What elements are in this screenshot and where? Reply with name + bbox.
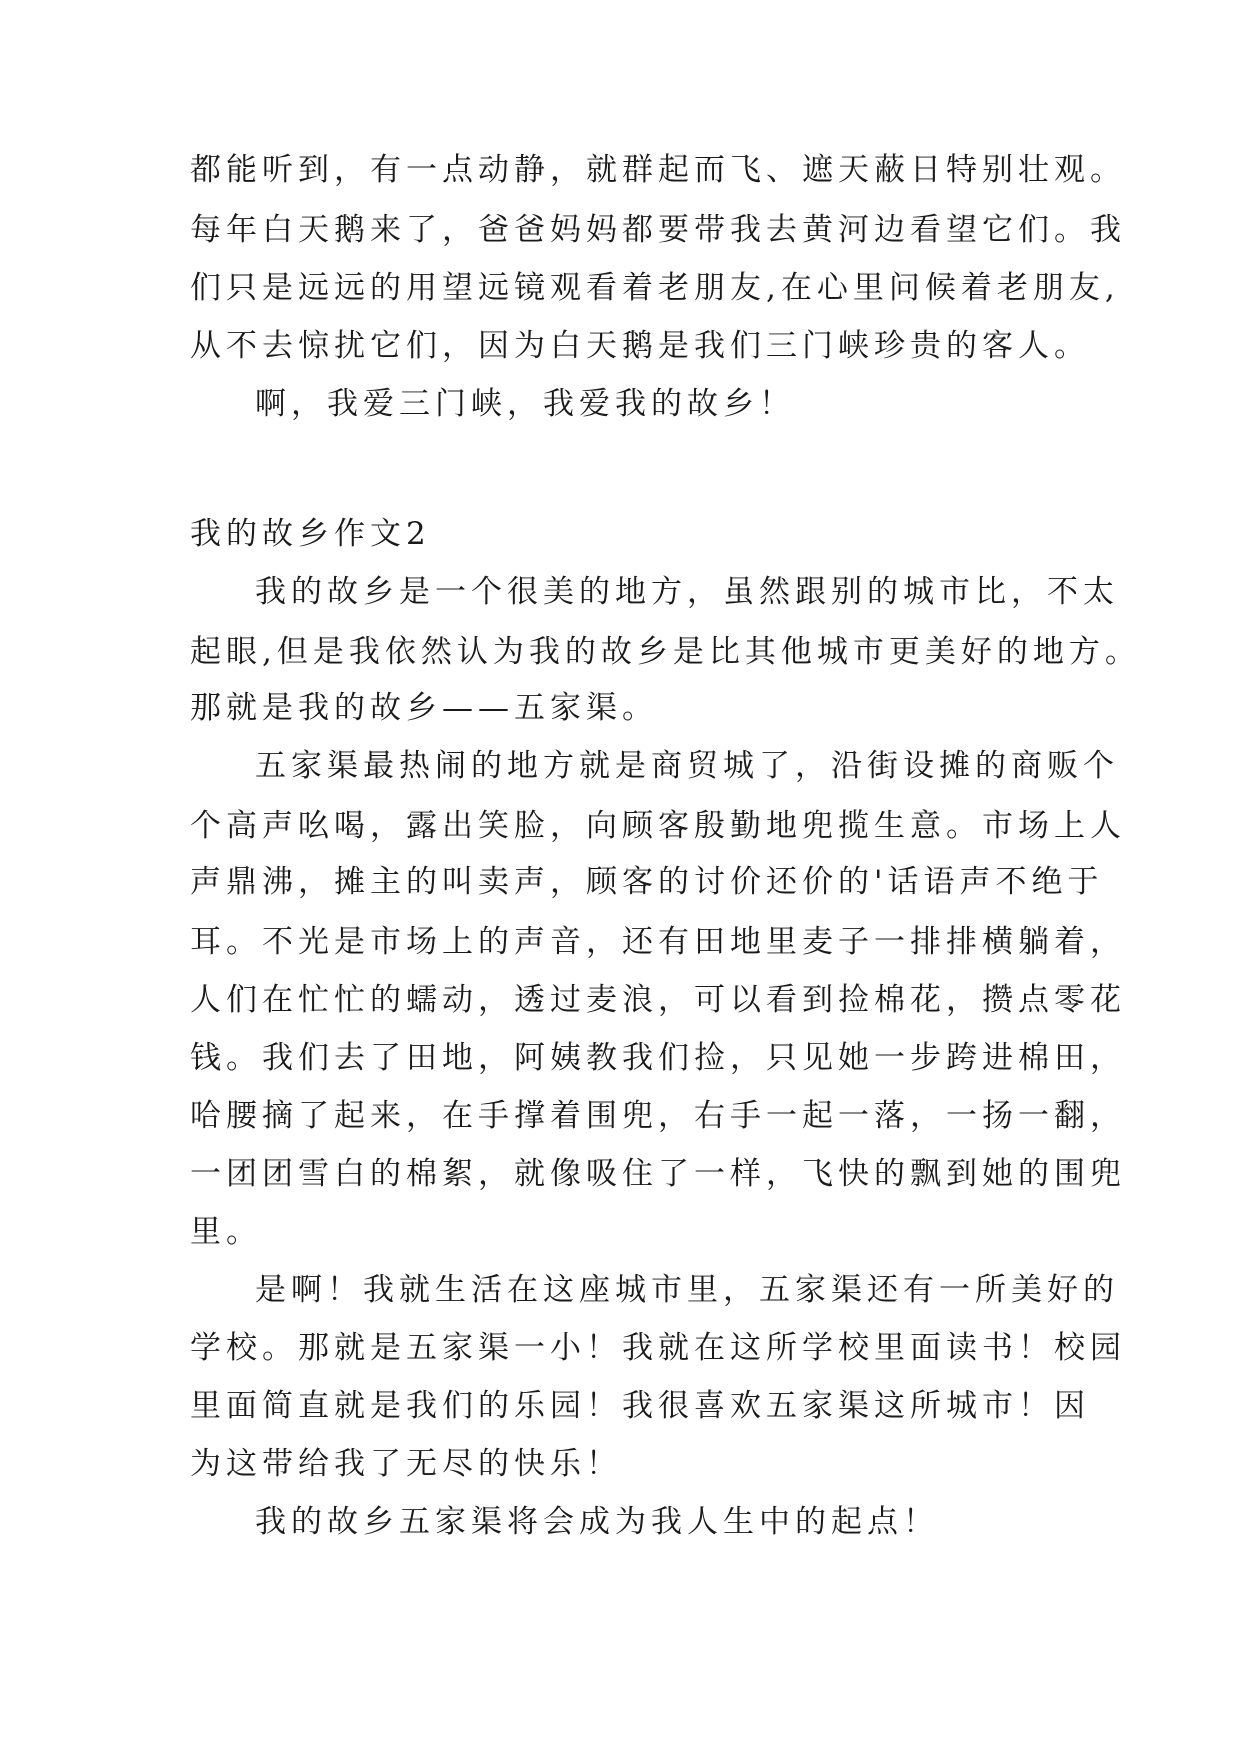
- section-heading: 我的故乡作文2: [190, 516, 431, 552]
- text-line: 都能听到，有一点动静，就群起而飞、遮天蔽日特别壮观。: [190, 152, 1126, 188]
- text-line: 个高声吆喝，露出笑脸，向顾客殷勤地兜揽生意。市场上人: [190, 808, 1126, 844]
- text-line: 我的故乡是一个很美的地方，虽然跟别的城市比，不太: [255, 574, 1119, 610]
- text-line: 啊，我爱三门峡，我爱我的故乡！: [255, 386, 795, 422]
- text-line: 五家渠最热闹的地方就是商贸城了，沿街设摊的商贩个: [255, 748, 1119, 784]
- text-line: 耳。不光是市场上的声音，还有田地里麦子一排排横躺着，: [190, 924, 1126, 960]
- text-line: 为这带给我了无尽的快乐！: [190, 1446, 622, 1482]
- text-line: 里。: [190, 1214, 262, 1250]
- text-line: 声鼎沸，摊主的叫卖声，顾客的讨价还价的'话语声不绝于: [190, 864, 1104, 900]
- text-line: 每年白天鹅来了，爸爸妈妈都要带我去黄河边看望它们。我: [190, 212, 1126, 248]
- text-line: 一团团雪白的棉絮，就像吸住了一样，飞快的飘到她的围兜: [190, 1156, 1126, 1192]
- text-line: 里面简直就是我们的乐园！我很喜欢五家渠这所城市！因: [190, 1388, 1090, 1424]
- text-line: 哈腰摘了起来，在手撑着围兜，右手一起一落，一扬一翻，: [190, 1098, 1126, 1134]
- text-line: 我的故乡五家渠将会成为我人生中的起点！: [255, 1504, 939, 1540]
- text-line: 从不去惊扰它们，因为白天鹅是我们三门峡珍贵的客人。: [190, 328, 1090, 364]
- text-line: 学校。那就是五家渠一小！我就在这所学校里面读书！校园: [190, 1330, 1126, 1366]
- text-line: 人们在忙忙的蠕动，透过麦浪，可以看到捡棉花，攒点零花: [190, 982, 1126, 1018]
- text-line: 是啊！我就生活在这座城市里，五家渠还有一所美好的: [255, 1272, 1119, 1308]
- text-line: 钱。我们去了田地，阿姨教我们捡，只见她一步跨进棉田，: [190, 1040, 1126, 1076]
- text-line: 们只是远远的用望远镜观看着老朋友,在心里问候着老朋友,: [190, 270, 1120, 306]
- text-line: 那就是我的故乡——五家渠。: [190, 690, 658, 726]
- text-line: 起眼,但是我依然认为我的故乡是比其他城市更美好的地方。: [190, 634, 1141, 670]
